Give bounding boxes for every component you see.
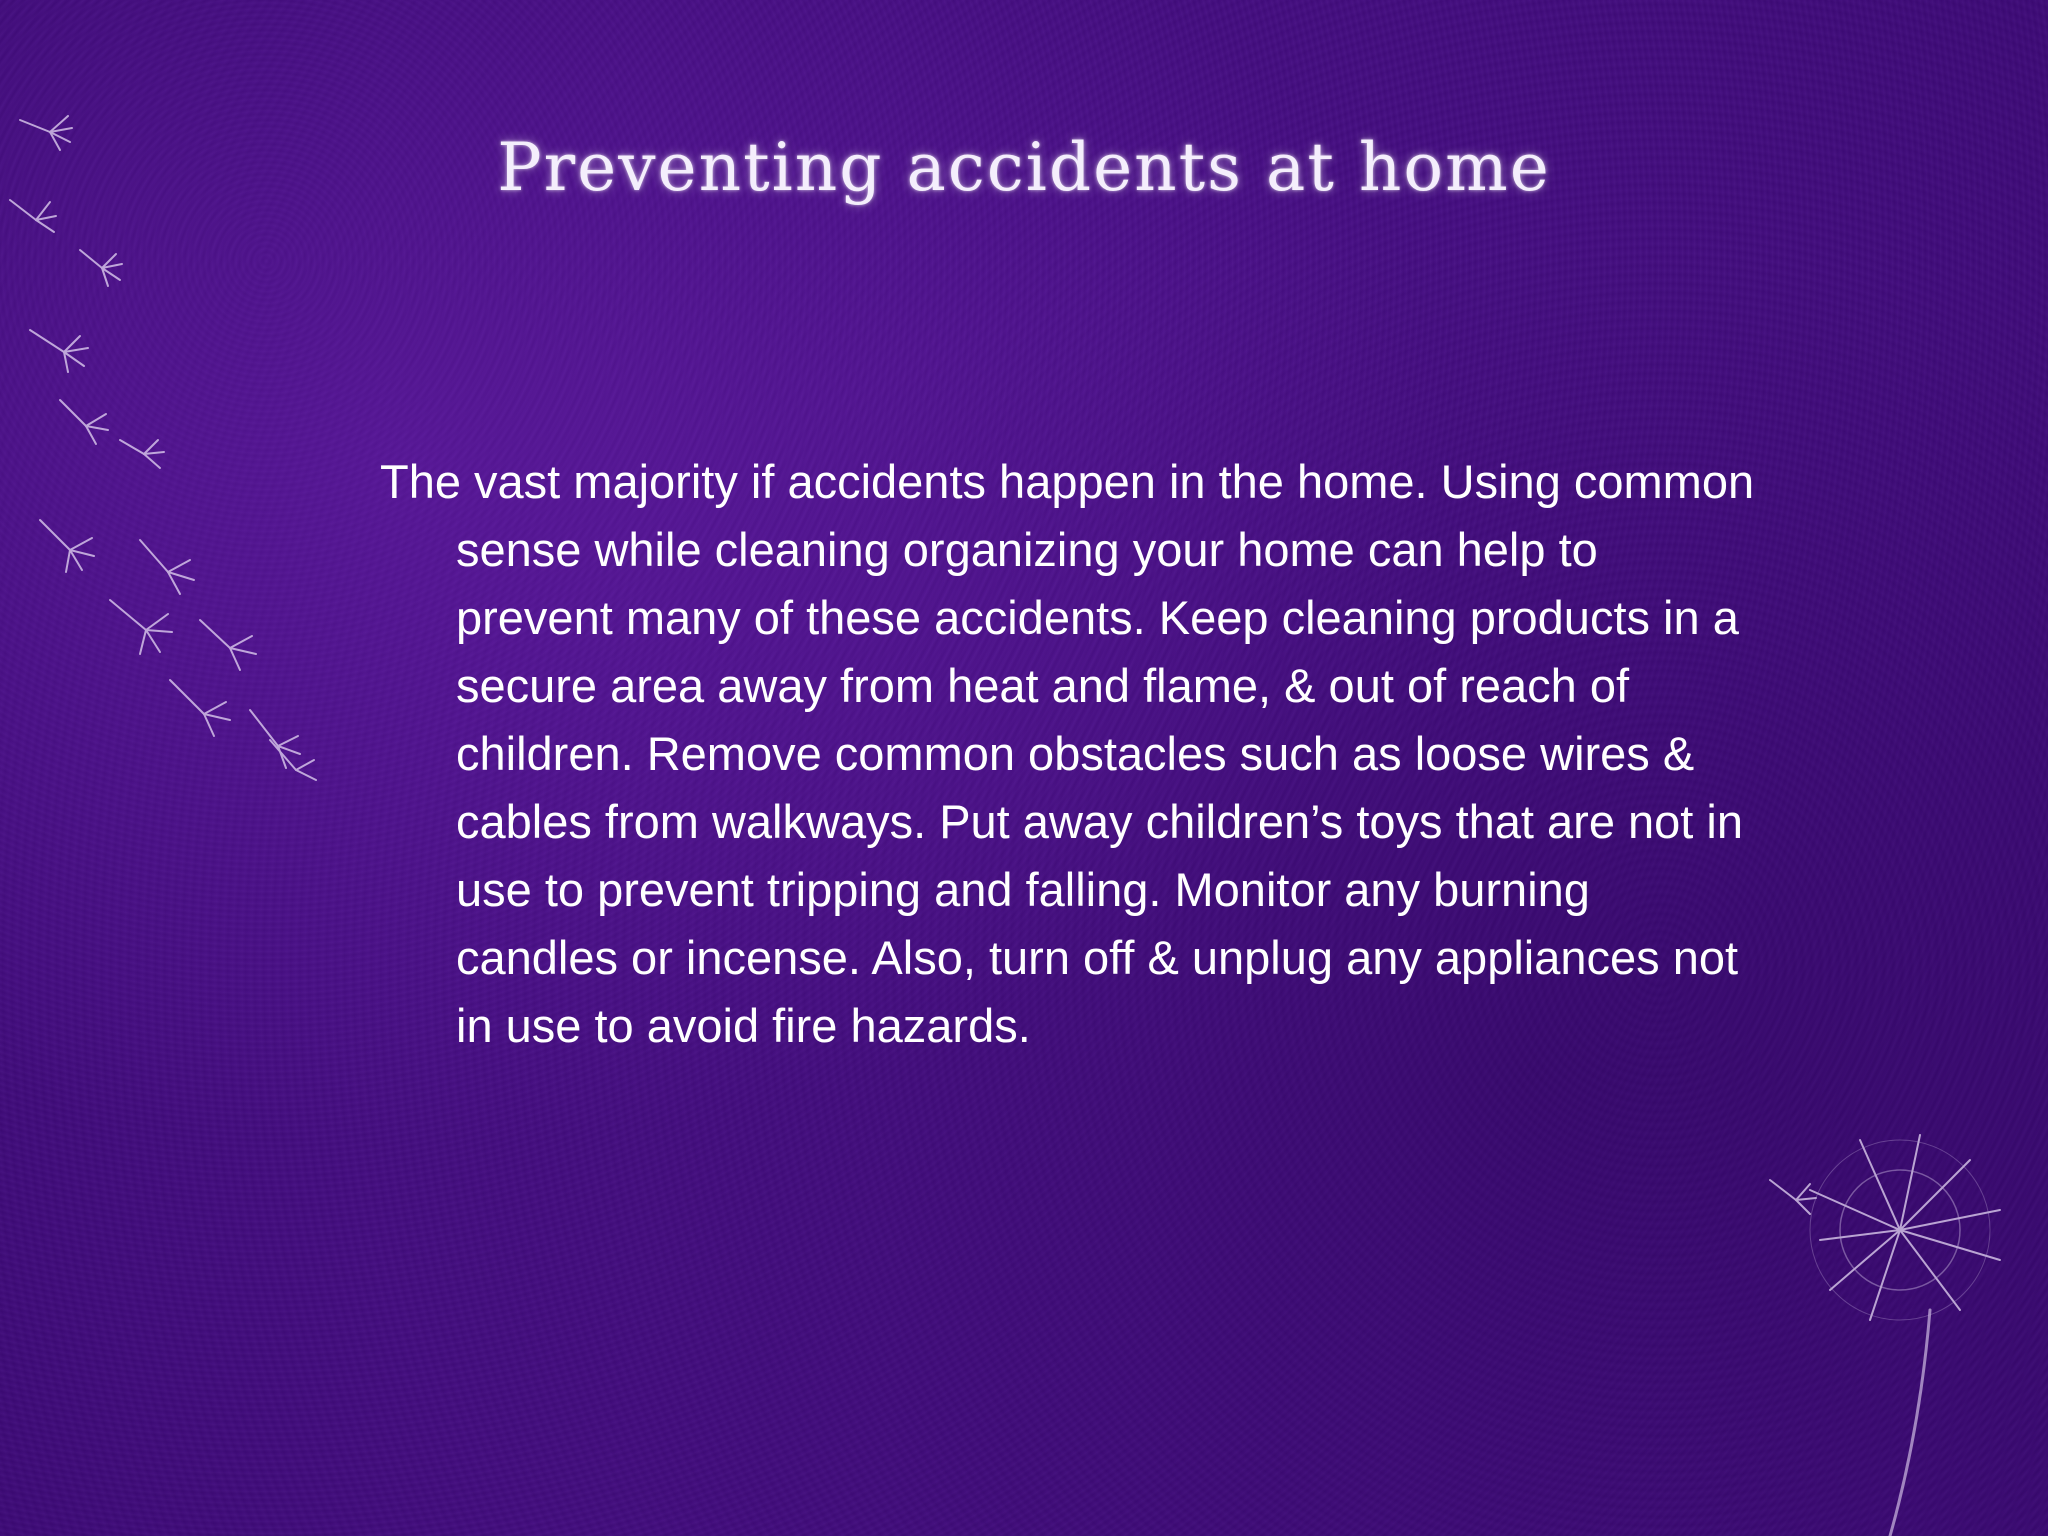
seed-icon bbox=[200, 620, 256, 670]
seed-icon bbox=[80, 250, 122, 286]
seed-icon bbox=[120, 440, 164, 468]
slide-title: Preventing accidents at home bbox=[497, 129, 1551, 206]
seed-icon bbox=[110, 600, 172, 654]
seed-icon bbox=[30, 330, 88, 372]
seed-icon bbox=[270, 740, 316, 780]
seed-icon bbox=[140, 540, 194, 594]
slide-body-text: The vast majority if accidents happen in the home. Using common sense while cleaning organizing your home can help to prevent many of these accidents. Keep cleaning products in a secure area away from heat and flame, & out of reach of children. Remove common obstacles such as loose wires & cables from walkways. Put away children’s toys that are not in use to prevent tripping and falling. Monitor any burning candles or incense. Also, turn off & unplug any appliances not in use to avoid fire hazards. bbox=[380, 455, 1755, 1052]
dandelion-icon bbox=[1810, 1135, 2000, 1536]
seed-icon bbox=[60, 400, 108, 444]
seed-icon bbox=[40, 520, 94, 572]
seed-icon bbox=[1770, 1180, 1816, 1214]
seed-icon bbox=[250, 710, 300, 768]
seed-icon bbox=[170, 680, 230, 736]
